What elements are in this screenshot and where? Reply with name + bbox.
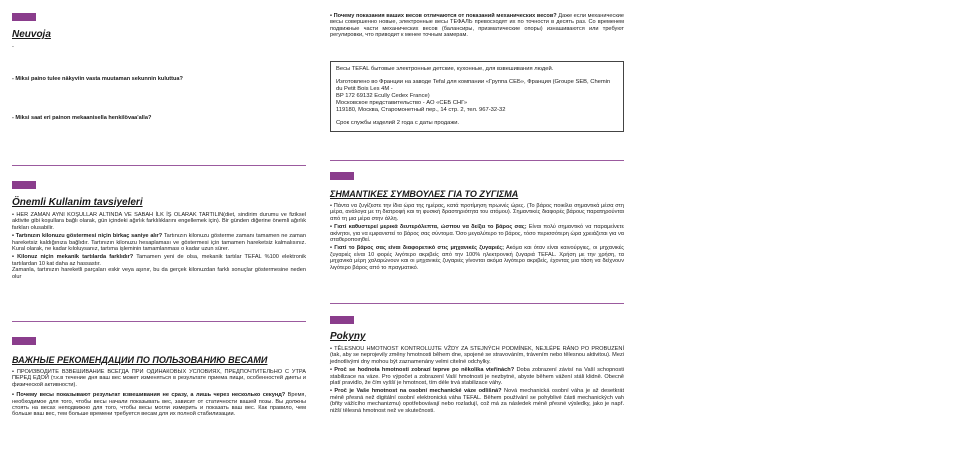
paragraph xyxy=(12,392,306,418)
section-title-czech: Pokyny xyxy=(330,331,366,342)
section-title-neuvoja: Neuvoja xyxy=(12,29,51,40)
paragraph-text: Είναι πολύ σημαντικό να παραμείνετε ακίνητοι, για να εμφανιστεί το βάρος σας σύντομα. Όσο μεγαλύτερο το βάρος, τόσο περισσότερη ώρα χρειάζεται για να σταθεροποιηθεί. xyxy=(330,224,624,244)
paragraph-text: Doba zobrazení závisí na Vaší schopnosti stabilizace na váze. Pro výpočet a zobrazení Vaší hmotnosti je nezbytné, abyste během vážení stáli klidně. Obecně platí pravidlo, že čím vyšší je hmotnost, tím déle trvá stabilizace váhy. xyxy=(330,367,624,387)
box-line: 119180, Москва, Старомонетный пер., 14 стр. 2, тел. 967-32-32 xyxy=(336,107,506,113)
section-tab-marker xyxy=(330,172,354,180)
paragraph xyxy=(330,367,624,386)
section-tab-marker xyxy=(12,337,36,345)
box-line: Весы TEFAL бытовые электронные детские, кухонные, для взвешивания людей. xyxy=(336,66,554,72)
section-tab-marker xyxy=(330,316,354,324)
section-divider xyxy=(330,303,624,304)
paragraph-text: Даже если механические весы совершенно новые, электронные весы ТЕФАЛЬ превосходят их по точности в десять раз. Со временем подвижные части механических весов (балансиры, призматические опоры) изнашиваются или требуют регулировки, что приводит к менее точным замерам. xyxy=(330,13,624,39)
section-divider xyxy=(12,165,306,166)
paragraph-text: Tartınızın kilonuzu gösterme zamanı tamamen ne zaman hareketsiz kaldığınıza bağlıdır. Tartınızın kilonuzu hesaplaması ve göstermesi için tamamen hareketsiz kalmalısınız. Kural olarak, ne kadar kıloluysanız, tartıma işleminin tamamlanması o kadar uzun sürer. xyxy=(12,233,306,253)
box-line: BP 172 69132 Ecully Cedex France) xyxy=(336,93,430,99)
section-tab-marker xyxy=(12,13,36,21)
paragraph-text: Nová mechanická osobní váha je až desetkrát méně přesná než digitální osobní elektronická váha TEFAL. Během používání se pohyblivé části mechanických vah (břity vážícího mechanizmu) opotřebovávají nebo rozladují, což má za následek méně přesné výsledky, jako je např. nižší tělesná hmotnost než ve skutečnosti. xyxy=(330,388,624,414)
section-title-turkish: Önemli Kullanim tavsiyeleri xyxy=(12,197,143,208)
paragraph xyxy=(330,224,624,243)
paragraph-bold: • Γιατί καθυστερεί μερικά δευτερόλεπτα, ώσπου να δείξει το βάρος σας; xyxy=(330,224,527,231)
box-line: Изготовлено во Франции на заводе Tefal для компании «Группа СЕБ», Франция (Groupe SEB, Chemin du Petit Bois Les 4M - xyxy=(336,79,611,92)
paragraph: Zamanla, tartınızın hareketli parçaları eskir veya aşınır, bu da gerçek kilonuzdan farklı sonuçlar göstermesine neden olur xyxy=(12,267,306,280)
dash-text: - xyxy=(12,44,14,50)
paragraph xyxy=(330,388,624,414)
section-tab-marker xyxy=(12,181,36,189)
section-title-greek: ΣΗΜΑΝΤΙΚΕΣ ΣΥΜΒΟΥΛΕΣ ΓΙΑ ΤΟ ΖΥΓΙΣΜΑ xyxy=(330,189,519,199)
paragraph-bold: • Proč se hodnota hmotnosti zobrazí teprve po několika vteřinách? xyxy=(330,367,515,374)
faq-question-2: - Miksi saat eri painon mekaanisella henkilövaa'alla? xyxy=(12,115,152,121)
paragraph-bold: • Proč je Vaše hmotnost na osobní mechanické váze odlišná? xyxy=(330,388,502,395)
faq-question-1: - Miksi paino tulee näkyviin vasta muutaman sekunnin kuluttua? xyxy=(12,76,183,82)
box-line: Срок службы изделий 2 года с даты продажи. xyxy=(336,120,460,126)
paragraph: • TĚLESNOU HMOTNOST KONTROLUJTE VŽDY ZA STEJNÝCH PODMÍNEK, NEJLÉPE RÁNO PO PROBUZENÍ (tak, aby se neprojevily změny hmotnosti během dne, spojené se stravováním, trávením nebo tělesnou aktivitou). Mezi jednotlivými dny mohou být zaznamenány velmi citelné odchylky. xyxy=(330,346,624,365)
paragraph-bold: • Kilonuz niçin mekanik tartılarda farklıdır? xyxy=(12,254,134,261)
section-divider xyxy=(330,160,624,161)
section-divider xyxy=(12,321,306,322)
paragraph: • ПРОИЗВОДИТЕ ВЗВЕШИВАНИЕ ВСЕГДА ПРИ ОДИНАКОВЫХ УСЛОВИЯХ, ПРЕДПОЧТИТЕЛЬНО С УТРА ПЕРЕД ЕДОЙ (т.к.в течение дня ваш вес может изменяться в результате приема пищи, особенностей диеты и физической активности). xyxy=(12,369,306,388)
paragraph xyxy=(330,13,624,39)
paragraph-text: Время, необходимое для того, чтобы весы начали показывать вес, зависит от статичности вашей позы. Вы должны стоять на весах неподвижно для того, чтобы весы могли измерить и показать ваш вес. Как правило, чем больше ваш вес, тем больше времени требуется весам для их полной стабилизации. xyxy=(12,392,307,418)
paragraph: • Πάντα να ζυγίζεστε την ίδια ώρα της ημέρας, κατά προτίμηση πρωινές ώρες. (Το βάρος ποικίλει σημαντικά μέσα στη μέρα, ανάλογα με τη διατροφή και τη φυσική δραστηριότητα του ατόμου). Σημαντικές διαφορές βάρους παρατηρούνται από τη μια μέρα στην άλλη. xyxy=(330,203,624,222)
paragraph-text: Tamamen yeni de olsa, mekanik tartılar TEFAL %100 elektronik tartılardan 10 kat daha az hassastır. xyxy=(12,254,306,267)
paragraph-bold: • Почему весы показывают результат взвешивания не сразу, а лишь через несколько секунд? xyxy=(12,392,286,399)
section-title-russian: ВАЖНЫЕ РЕКОМЕНДАЦИИ ПО ПОЛЬЗОВАНИЮ ВЕСАМИ xyxy=(12,355,268,365)
paragraph xyxy=(330,245,624,271)
paragraph-bold: • Почему показания ваших весов отличаются от показаний механических весов? xyxy=(330,13,557,19)
box-line: Московское представительство - АО «СЕБ СНГ» xyxy=(336,100,468,106)
paragraph xyxy=(12,233,306,252)
paragraph xyxy=(12,254,306,267)
paragraph-bold: • Tartınızın kilonuzu göstermesi niçin birkaç saniye alır? xyxy=(12,233,163,240)
paragraph: • HER ZAMAN AYNI KOŞULLAR ALTINDA VE SABAH İLK İŞ OLARAK TARTILIN(diet, sindirim durumu ve fiziksel aktivite gibi koşullara bağlı olarak, gün içindeki ağırlık farklılıklarını engellemek için). Bir günden diğerine önemli ağırlık farkları olusabilir. xyxy=(12,212,306,231)
paragraph-text: Ακόμα και όταν είναι καινούργιες, οι μηχανικές ζυγαριές είναι 10 φορές λιγότερο ακριβείς από την 100% ηλεκτρονική ζυγαριά TEFAL. Χρήση με την χρήση, τα μηχανικά μέρη χαλαρώνουν και οι μηχανικές ζυγαριές γίνονται ακόμα λιγότερο ακριβείς, έχοντας μια τάση να δείχνουν λιγότερο βάρος από το πραγματικό. xyxy=(330,245,624,271)
paragraph-bold: • Γιατί το βάρος σας είναι διαφορετικό στις μηχανικές ζυγαριές; xyxy=(330,245,504,252)
product-info-box xyxy=(330,61,624,132)
